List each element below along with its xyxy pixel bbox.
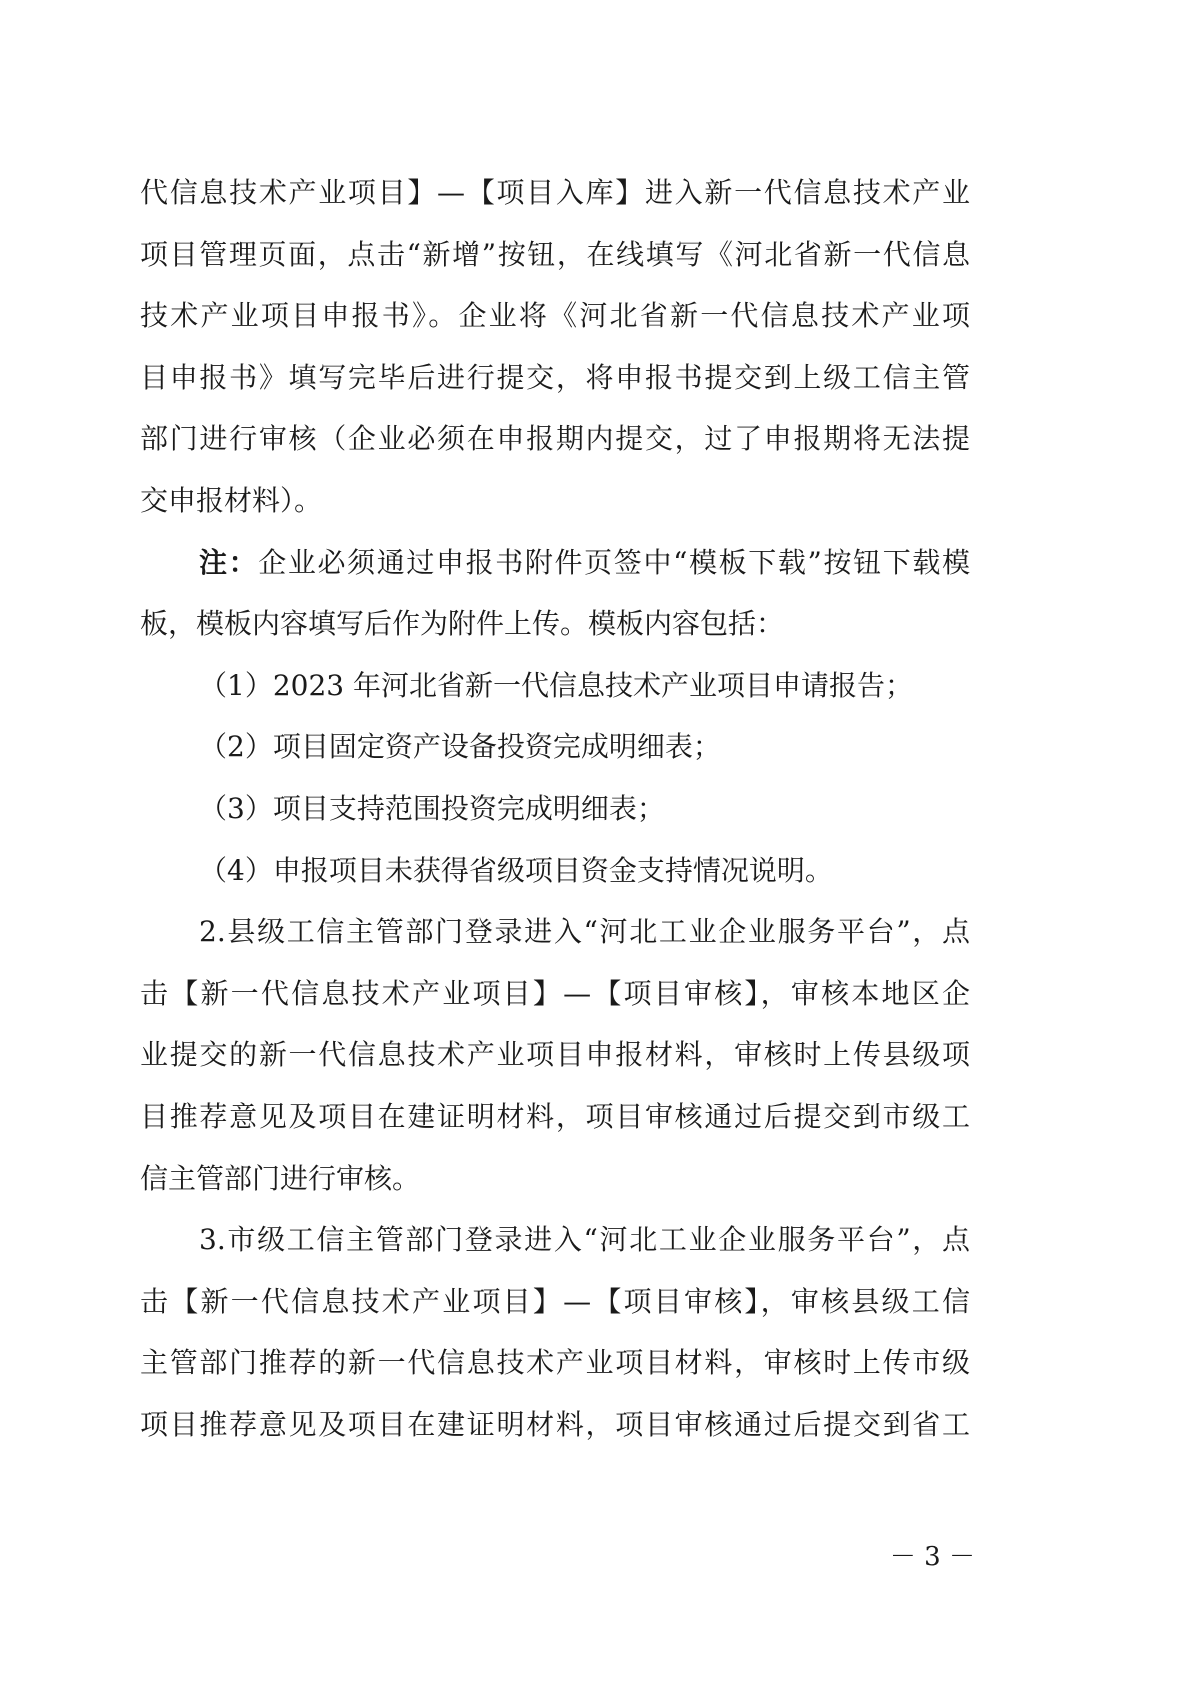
template-list bbox=[140, 655, 970, 901]
text-line: 业提交的新一代信息技术产业项目申报材料，审核时上传县级项 bbox=[140, 1038, 970, 1072]
text-line: 2.县级工信主管部门登录进入“河北工业企业服务平台”，点 bbox=[199, 915, 970, 949]
list-item: （1）2023 年河北省新一代信息技术产业项目申请报告； bbox=[199, 668, 913, 702]
list-item: （3）项目支持范围投资完成明细表； bbox=[199, 791, 665, 825]
continued-paragraph bbox=[140, 162, 970, 532]
page-number: － 3 － bbox=[889, 1542, 975, 1572]
note-text: 企业必须通过申报书附件页签中“模板下载”按钮下载模 bbox=[258, 545, 970, 579]
list-item: （2）项目固定资产设备投资完成明细表； bbox=[199, 730, 721, 764]
text-line: 代信息技术产业项目】—【项目入库】进入新一代信息技术产业 bbox=[140, 176, 970, 209]
note-first-line bbox=[140, 532, 970, 594]
text-line: 信主管部门进行审核。 bbox=[140, 1161, 421, 1195]
text-line: 项目推荐意见及项目在建证明材料，项目审核通过后提交到省工 bbox=[140, 1407, 970, 1441]
text-line: 3.市级工信主管部门登录进入“河北工业企业服务平台”，点 bbox=[199, 1223, 970, 1257]
text-line: 项目管理页面，点击“新增”按钮，在线填写《河北省新一代信息 bbox=[140, 237, 970, 271]
text-line: 击【新一代信息技术产业项目】—【项目审核】，审核本地区企 bbox=[140, 976, 970, 1010]
note-label: 注： bbox=[199, 545, 259, 579]
text-line: 击【新一代信息技术产业项目】—【项目审核】，审核县级工信 bbox=[140, 1284, 970, 1318]
step-2-paragraph bbox=[140, 901, 970, 1209]
text-line: 板，模板内容填写后作为附件上传。模板内容包括： bbox=[140, 607, 785, 641]
text-line: 交申报材料）。 bbox=[140, 483, 323, 517]
text-line: 技术产业项目申报书》。企业将《河北省新一代信息技术产业项 bbox=[140, 299, 970, 333]
body-text bbox=[140, 162, 970, 1455]
step-3-paragraph bbox=[140, 1209, 970, 1455]
note-paragraph bbox=[140, 532, 970, 655]
list-item: （4）申报项目未获得省级项目资金支持情况说明。 bbox=[199, 853, 833, 887]
text-line: 目申报书》填写完毕后进行提交，将申报书提交到上级工信主管 bbox=[140, 360, 970, 394]
text-line: 目推荐意见及项目在建证明材料，项目审核通过后提交到市级工 bbox=[140, 1099, 970, 1133]
text-line: 主管部门推荐的新一代信息技术产业项目材料，审核时上传市级 bbox=[140, 1346, 970, 1380]
text-line: 部门进行审核（企业必须在申报期内提交，过了申报期将无法提 bbox=[140, 422, 970, 456]
